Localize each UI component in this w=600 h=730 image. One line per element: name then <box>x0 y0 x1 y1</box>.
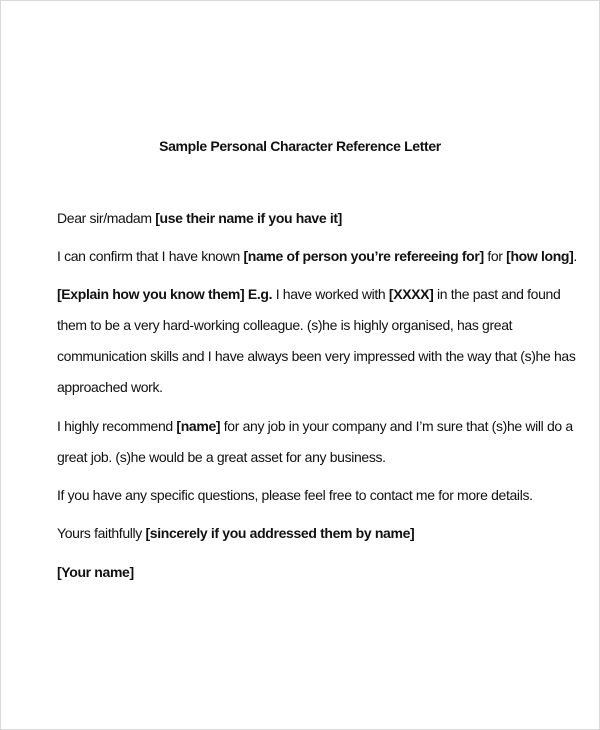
salutation-line <box>57 209 342 227</box>
paragraph-explain-line-1 <box>57 285 560 303</box>
salutation-text: Dear sir/madam <box>57 210 156 226</box>
paragraph-text: I highly recommend <box>57 418 177 434</box>
paragraph-explain-line-4: approached work. <box>57 379 163 395</box>
placeholder-how-long: [how long] <box>506 248 574 264</box>
placeholder-name: [name] <box>176 418 221 434</box>
paragraph-explain-line-3: communication skills and I have always been very impressed with the way that (s)he has <box>57 348 576 364</box>
closing-placeholder: [sincerely if you addressed them by name] <box>145 525 415 541</box>
signature-placeholder: [Your name] <box>57 564 134 580</box>
salutation-placeholder: [use their name if you have it] <box>155 210 342 226</box>
paragraph-text: in the past and found <box>433 286 561 302</box>
paragraph-text: . <box>573 248 577 264</box>
paragraph-text: I have worked with <box>272 286 389 302</box>
paragraph-text: I can confirm that I have known <box>57 248 244 264</box>
placeholder-xxxx: [XXXX] <box>388 286 434 302</box>
paragraph-explain-line-2: them to be a very hard-working colleague. (s)he is highly organised, has great <box>57 317 513 333</box>
closing-text: Yours faithfully <box>57 525 146 541</box>
paragraph-questions: If you have any specific questions, please feel free to contact me for more details. <box>57 487 533 503</box>
paragraph-text: for any job in your company and I’m sure that (s)he will do a <box>220 418 573 434</box>
closing-line <box>57 524 414 542</box>
placeholder-explain: [Explain how you know them] E.g. <box>57 286 273 302</box>
paragraph-text: for <box>483 248 507 264</box>
placeholder-person-name: [name of person you’re refereeing for] <box>243 248 484 264</box>
letter-title: Sample Personal Character Reference Letter <box>159 138 441 154</box>
paragraph-recommend-line-2: great job. (s)he would be a great asset for any business. <box>57 449 386 465</box>
paragraph-recommend-line-1 <box>57 417 573 435</box>
paragraph-known-line <box>57 247 577 265</box>
